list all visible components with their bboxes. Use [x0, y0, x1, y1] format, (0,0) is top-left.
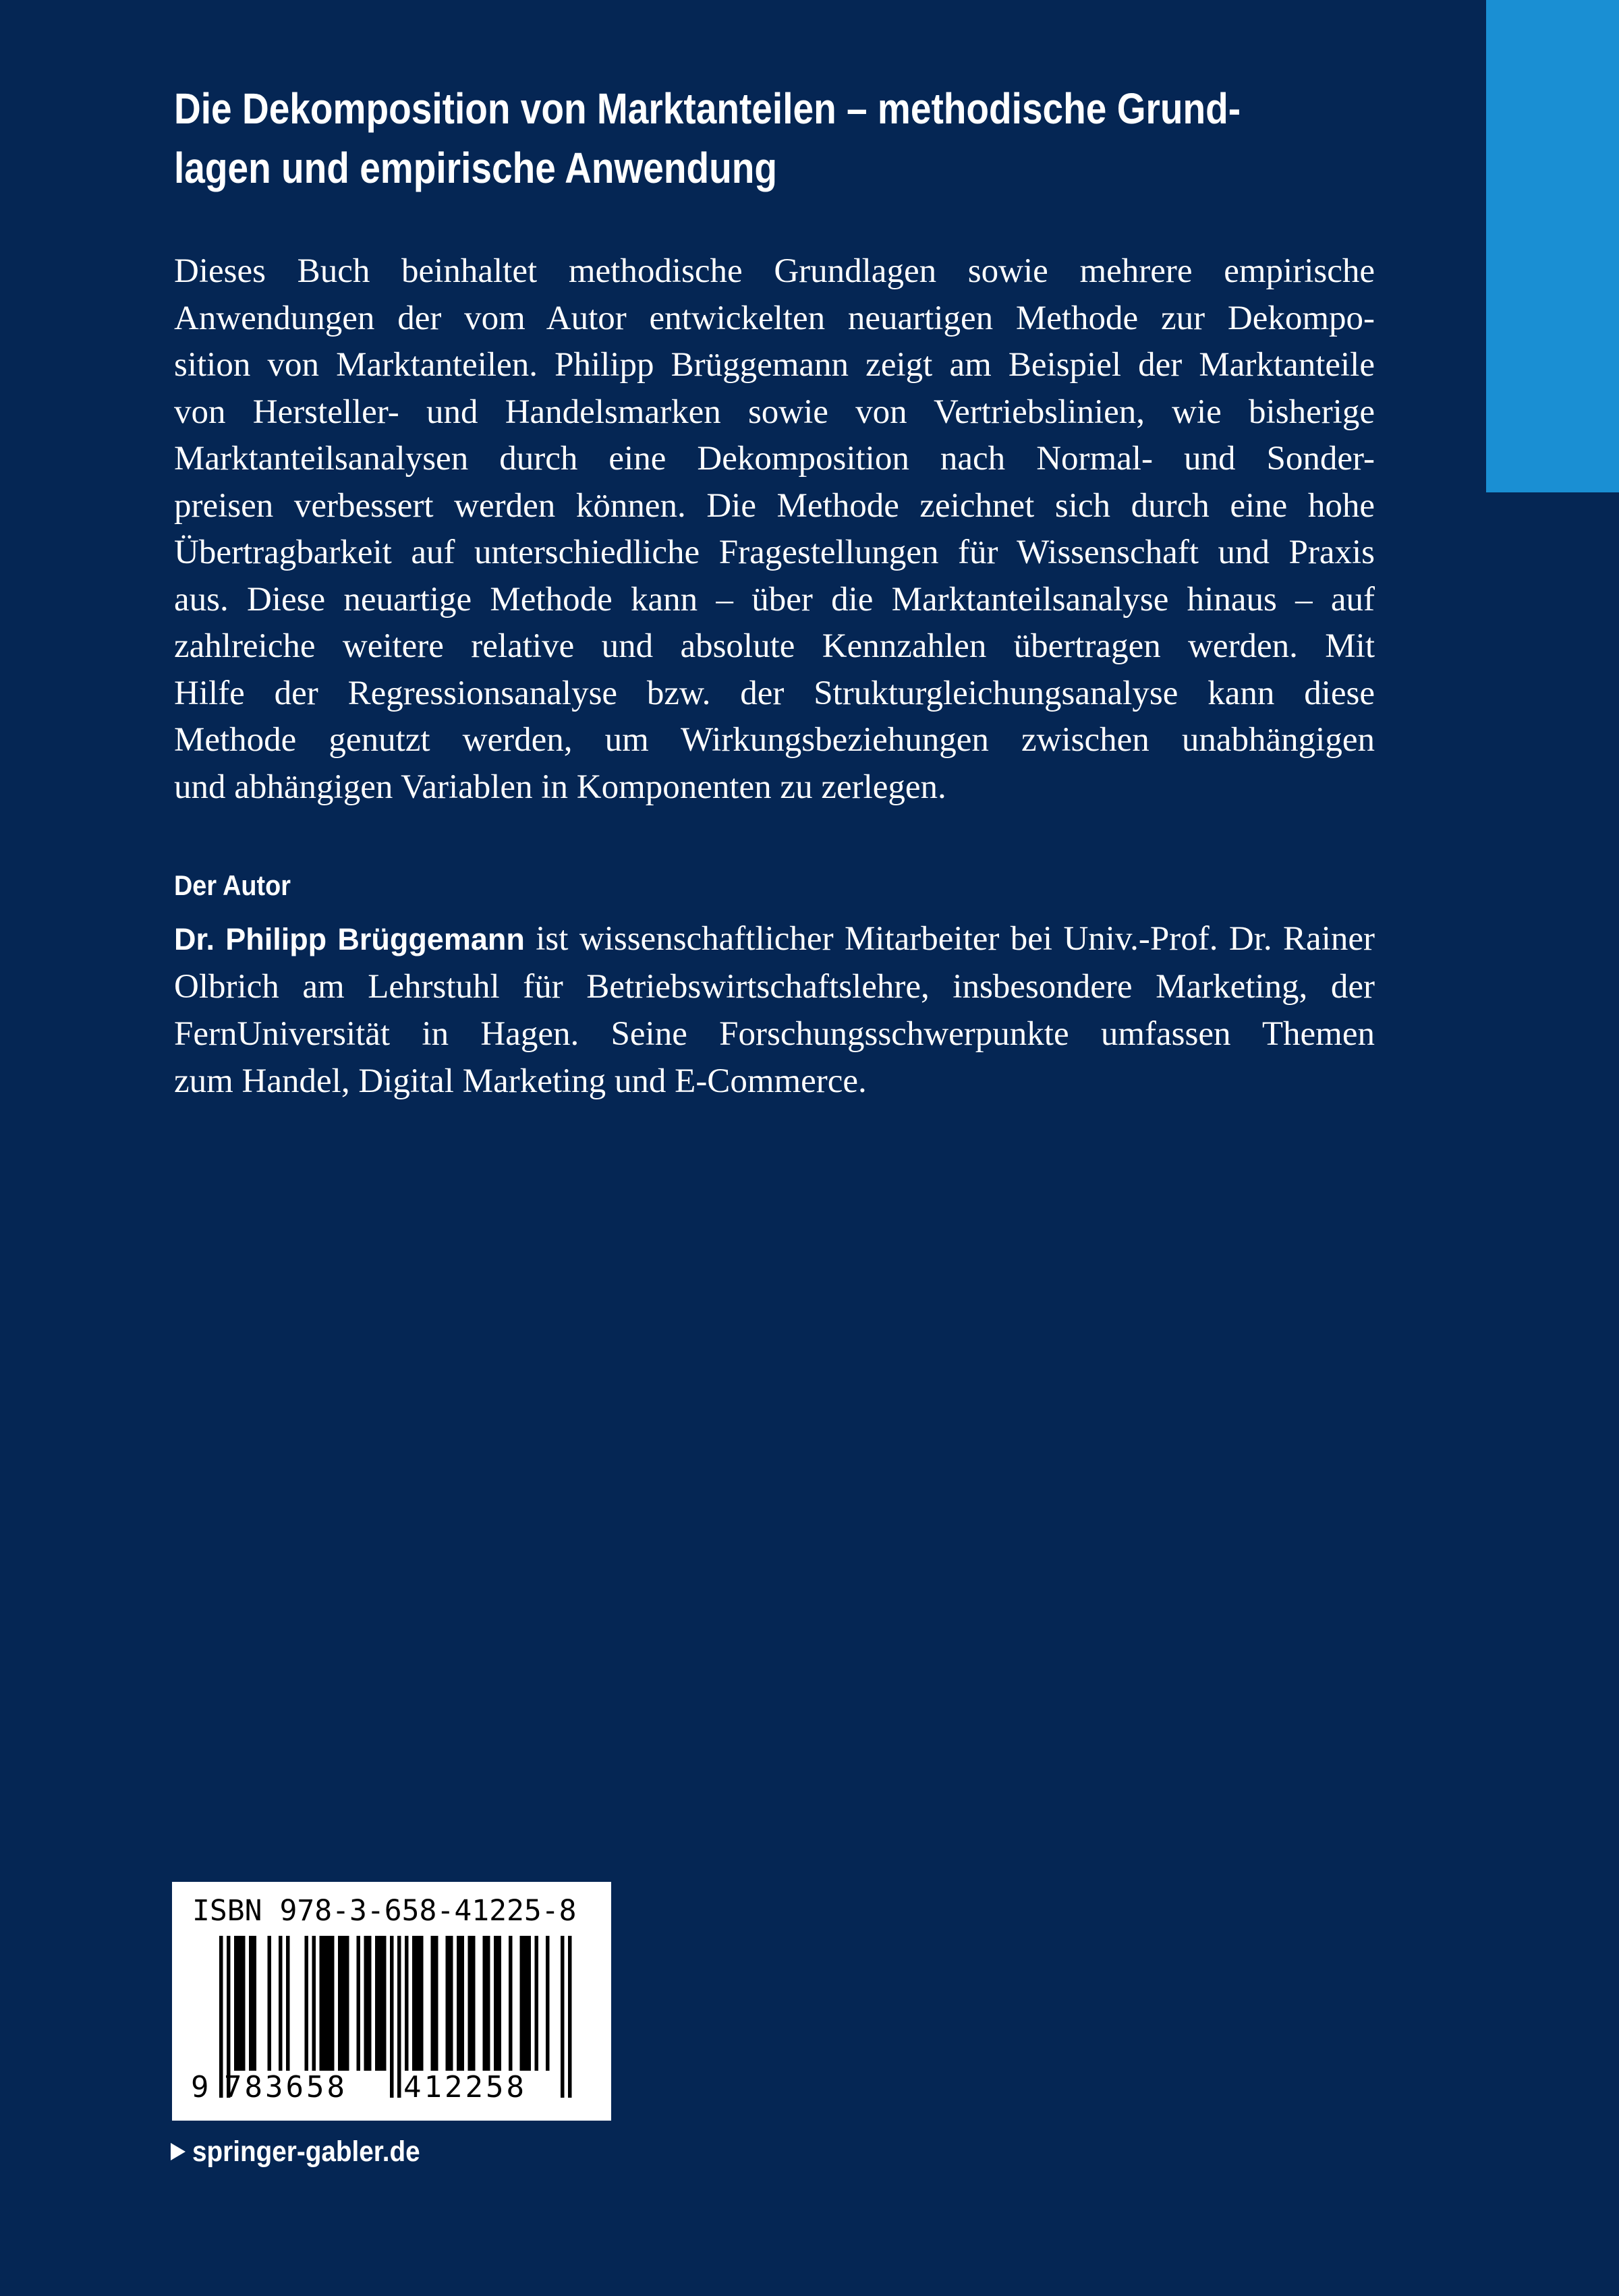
barcode-bar	[331, 1936, 335, 2071]
description-line: und abhängigen Variablen in Komponenten zu zerlegen.	[174, 768, 946, 806]
barcode-guard-bar	[568, 1936, 572, 2098]
description-line: von Hersteller- und Handelsmarken sowie von Vertriebslinien, wie bisherige	[174, 393, 1375, 431]
description-line: Methode genutzt werden, um Wirkungsbeziehungen zwischen unabhängigen	[174, 721, 1375, 759]
barcode-bar	[509, 1936, 513, 2071]
barcode-guard-bar	[219, 1936, 223, 2098]
description-line: sition von Marktanteilen. Philipp Brüggemann zeigt am Beispiel der Marktanteile	[174, 346, 1375, 384]
barcode-bar	[431, 1936, 435, 2071]
isbn-barcode	[172, 1882, 611, 2121]
barcode-bar	[416, 1936, 420, 2071]
barcode-bar	[268, 1936, 272, 2071]
description-line: Hilfe der Regressionsanalyse bzw. der Strukturgleichungsanalyse kann diese	[174, 674, 1375, 712]
barcode-bar	[305, 1936, 309, 2071]
barcode-bar	[449, 1936, 453, 2071]
arrow-right-icon	[171, 2143, 186, 2160]
barcode-bar	[498, 1936, 502, 2071]
author-bio-line: Olbrich am Lehrstuhl für Betriebswirtschaftslehre, insbesondere Marketing, der	[174, 968, 1375, 1006]
barcode-digits-left: 783658	[224, 2070, 347, 2104]
barcode-bar	[286, 1936, 290, 2071]
barcode-bar	[457, 1936, 461, 2071]
description-line: zahlreiche weitere relative und absolute Kennzahlen übertragen werden. Mit	[174, 627, 1375, 665]
book-description	[174, 248, 1375, 811]
author-bio-text: ist wissenschaftlicher Mitarbeiter bei Univ.-Prof. Dr. Rainer	[524, 920, 1375, 958]
author-bio-line: zum Handel, Digital Marketing und E-Commerce.	[174, 1062, 867, 1100]
description-line: Dieses Buch beinhaltet methodische Grundlagen sowie mehrere empirische	[174, 252, 1375, 290]
barcode-bar	[379, 1936, 383, 2071]
barcode-bar	[364, 1936, 368, 2071]
description-line: preisen verbessert werden können. Die Methode zeichnet sich durch eine hohe	[174, 486, 1375, 525]
accent-bar	[1486, 0, 1619, 492]
barcode-bar	[494, 1936, 498, 2071]
barcode-bar	[468, 1936, 472, 2071]
author-name: Dr. Philipp Brüggemann	[174, 922, 525, 956]
barcode-bar	[320, 1936, 324, 2071]
title-line: Die Dekomposition von Marktanteilen – methodische Grund-	[174, 84, 1241, 133]
barcode-bar	[242, 1936, 246, 2071]
description-line: Übertragbarkeit auf unterschiedliche Fragestellungen für Wissenschaft und Praxis	[174, 534, 1375, 571]
barcode-bar	[323, 1936, 327, 2071]
description-line: Anwendungen der vom Autor entwickelten neuartigen Methode zur Dekompo-	[174, 299, 1375, 337]
barcode-bar	[523, 1936, 528, 2071]
author-bio-line: FernUniversität in Hagen. Seine Forschungsschwerpunkte umfassen Themen	[174, 1015, 1375, 1053]
barcode-digits-right: 412258	[403, 2070, 527, 2104]
barcode-bar	[535, 1936, 539, 2071]
author-heading: Der Autor	[174, 869, 291, 901]
barcode-bar	[405, 1936, 409, 2071]
barcode-bar	[327, 1936, 331, 2071]
barcode-bar	[279, 1936, 283, 2071]
website-link[interactable]	[171, 2133, 445, 2171]
barcode-bar	[234, 1936, 238, 2071]
barcode-bar	[446, 1936, 450, 2071]
barcode-guard-bar	[397, 1936, 401, 2098]
book-title	[174, 79, 1247, 198]
author-bio	[174, 915, 1375, 1105]
barcode-bar	[434, 1936, 438, 2071]
description-line: Marktanteilsanalysen durch eine Dekomposition nach Normal- und Sonder-	[174, 440, 1375, 478]
description-line: aus. Diese neuartige Methode kann – über die Marktanteilsanalyse hinaus – auf	[174, 580, 1375, 619]
barcode-bar	[382, 1936, 387, 2071]
barcode-guard-bar	[390, 1936, 394, 2098]
barcode-guard-bar	[561, 1936, 565, 2098]
barcode-bar	[338, 1936, 342, 2071]
barcode-bar	[312, 1936, 316, 2071]
barcode-bar	[342, 1936, 346, 2071]
barcode-bar	[483, 1936, 487, 2071]
website-url: springer-gabler.de	[192, 2135, 420, 2168]
barcode-bar	[520, 1936, 524, 2071]
barcode-bar	[238, 1936, 242, 2071]
barcode-bar	[472, 1936, 476, 2071]
barcode-bar	[375, 1936, 379, 2071]
barcode-bar	[486, 1936, 490, 2071]
barcode-bar	[412, 1936, 416, 2071]
barcode-bar	[420, 1936, 424, 2071]
barcode-bar	[528, 1936, 532, 2071]
barcode-digit-first: 9	[191, 2070, 209, 2104]
barcode-bar	[461, 1936, 465, 2071]
title-line: lagen und empirische Anwendung	[174, 144, 777, 192]
barcode-bar	[345, 1936, 349, 2071]
barcode-bar	[249, 1936, 253, 2071]
barcode-bar	[368, 1936, 372, 2071]
isbn-label: ISBN 978-3-658-41225-8	[192, 1894, 577, 1928]
barcode-bar	[357, 1936, 361, 2071]
barcode-bar	[253, 1936, 257, 2071]
author-bio-line	[174, 915, 1375, 963]
barcode-bar	[546, 1936, 550, 2071]
